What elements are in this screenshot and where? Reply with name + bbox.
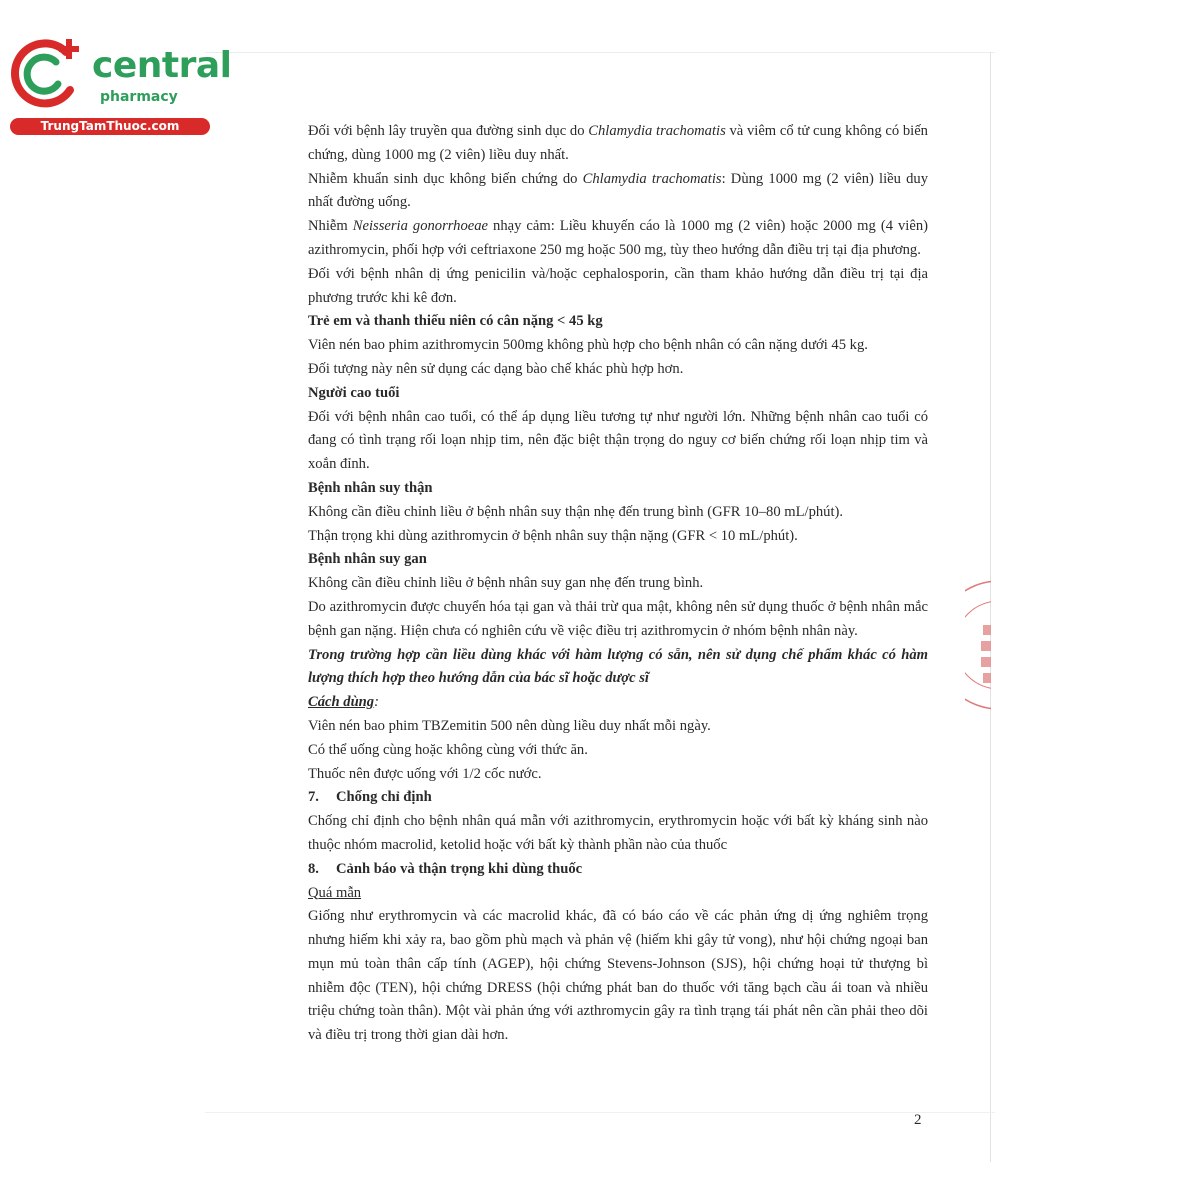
- paragraph: Thuốc nên được uống với 1/2 cốc nước.: [308, 765, 542, 782]
- paragraph: Viên nén bao phim azithromycin 500mg không phù hợp cho bệnh nhân có cân nặng dưới 45 kg.: [308, 337, 868, 354]
- brand-name: central: [92, 45, 232, 86]
- paragraph: Nhiễm khuẩn sinh dục không biến chứng do Chlamydia trachomatis: Dùng 1000 mg (2 viên) liều duy nhất đường uống.: [308, 170, 928, 211]
- paragraph: Đối tượng này nên sử dụng các dạng bào chế khác phù hợp hơn.: [308, 360, 684, 377]
- paragraph: Không cần điều chỉnh liều ở bệnh nhân suy gan nhẹ đến trung bình.: [308, 575, 704, 592]
- subheading-renal: Bệnh nhân suy thận: [308, 479, 433, 496]
- subheading-hepatic: Bệnh nhân suy gan: [308, 551, 427, 568]
- paragraph: Đối với bệnh nhân dị ứng penicilin và/hoặc cephalosporin, cần tham khảo hướng dẫn điều trị tại địa phương trước khi kê đơn.: [308, 265, 928, 306]
- organism-name: Chlamydia trachomatis: [582, 170, 722, 187]
- section-heading-8: 8. Cảnh báo và thận trọng khi dùng thuốc: [308, 860, 583, 877]
- section-heading-7: 7. Chống chỉ định: [308, 789, 432, 806]
- dosage-note: Trong trường hợp cần liều dùng khác với hàm lượng có sẵn, nên sử dụng chế phẩm khác có hàm lượng thích hợp theo hướng dẫn của bác sĩ hoặc dược sĩ: [308, 646, 928, 687]
- document-body: [308, 120, 928, 1048]
- paragraph: Có thể uống cùng hoặc không cùng với thức ăn.: [308, 741, 588, 758]
- brand-subtitle: pharmacy: [100, 89, 178, 105]
- subheading-children: Trẻ em và thanh thiếu niên có cân nặng < 45 kg: [308, 313, 603, 330]
- paragraph: Đối với bệnh lây truyền qua đường sinh dục do Chlamydia trachomatis và viêm cổ tử cung không có biến chứng, dùng 1000 mg (2 viên) liều duy nhất.: [308, 123, 928, 163]
- paragraph: Không cần điều chỉnh liều ở bệnh nhân suy thận nhẹ đến trung bình (GFR 10–80 mL/phút).: [308, 503, 844, 520]
- paragraph: Do azithromycin được chuyển hóa tại gan và thải trừ qua mật, không nên sử dụng thuốc ở bệnh nhân mắc bệnh gan nặng. Hiện chưa có nghiên cứu về việc điều trị azithromycin ở nhóm bệnh nhân này.: [308, 598, 928, 639]
- pharmacy-cross-icon: [10, 38, 90, 110]
- subheading-elderly: Người cao tuổi: [308, 384, 400, 401]
- page-edge: [205, 52, 995, 53]
- subheading-usage: Cách dùng:: [308, 694, 379, 711]
- page-edge: [205, 1112, 995, 1113]
- central-pharmacy-logo: [10, 38, 232, 138]
- paragraph: Thận trọng khi dùng azithromycin ở bệnh nhân suy thận nặng (GFR < 10 mL/phút).: [308, 527, 798, 544]
- paragraph: Đối với bệnh nhân cao tuổi, có thể áp dụng liều tương tự như người lớn. Những bệnh nhân cao tuổi có đang có tình trạng rối loạn nhịp tim, nên đặc biệt thận trọng do nguy cơ biến chứng rối loạn nhịp tim và xoắn đỉnh.: [308, 408, 928, 473]
- organism-name: Neisseria gonorrhoeae: [352, 218, 489, 235]
- paragraph: Chống chỉ định cho bệnh nhân quá mẫn với azithromycin, erythromycin hoặc với bất kỳ kháng sinh nào thuộc nhóm macrolid, ketolid hoặc với bất kỳ thành phần nào của thuốc: [308, 813, 928, 853]
- red-stamp-fragment: [965, 575, 991, 715]
- paragraph: Giống như erythromycin và các macrolid khác, đã có báo cáo về các phản ứng dị ứng nghiêm trọng nhưng hiếm khi xảy ra, bao gồm phù mạch và phản vệ (hiếm khi gây tử vong), như hội chứng ngoại ban mụn mủ toàn thân cấp tính (AGEP), hội chứng Stevens-Johnson (SJS), hội chứng hoại tử thượng bì nhiễm độc (TEN), hội chứng DRESS (hội chứng phát ban do thuốc với tăng bạch cầu ái toan và nhiều triệu chứng toàn thân). Một vài phản ứng với azthromycin gây ra tình trạng tái phát nên cần phải theo dõi và điều trị trong thời gian dài hơn.: [308, 908, 928, 1044]
- subheading-hypersensitivity: Quá mẫn: [308, 884, 362, 901]
- paragraph: Viên nén bao phim TBZemitin 500 nên dùng liều duy nhất mỗi ngày.: [308, 717, 711, 734]
- paragraph: Nhiễm Neisseria gonorrhoeae nhạy cảm: Liều khuyến cáo là 1000 mg (2 viên) hoặc 2000 mg (4 viên) azithromycin, phối hợp với ceftriaxone 250 mg hoặc 500 mg, tùy theo hướng dẫn điều trị tại địa phương.: [308, 218, 928, 258]
- page-number: 2: [914, 1112, 922, 1128]
- organism-name: Chlamydia trachomatis: [588, 123, 726, 139]
- brand-url: TrungTamThuoc.com: [10, 118, 210, 135]
